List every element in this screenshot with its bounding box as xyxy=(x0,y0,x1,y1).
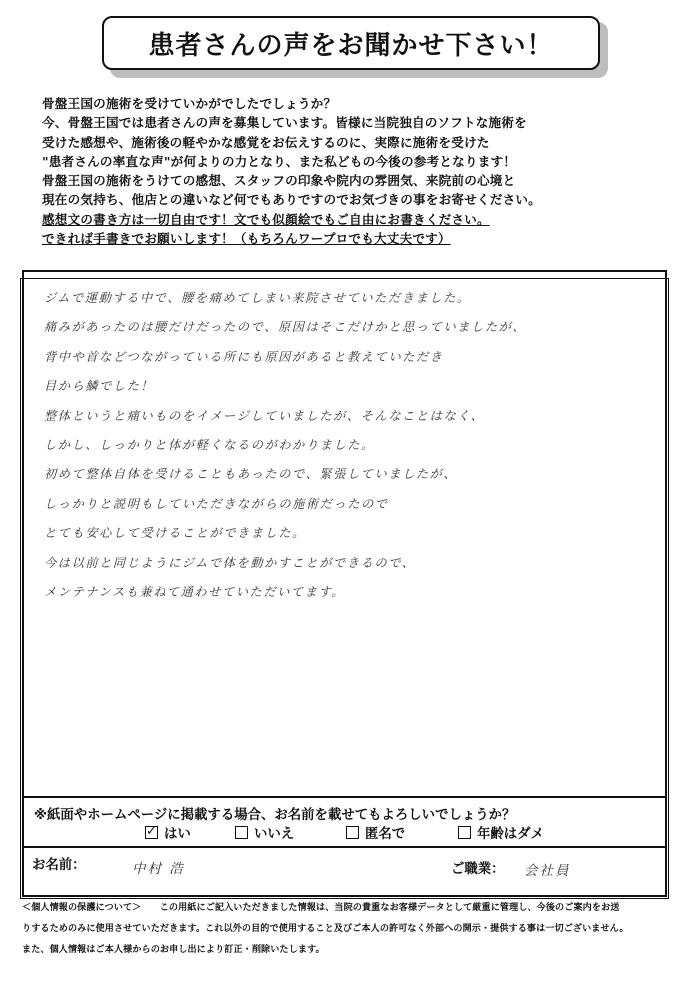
comment-line: 初めて整体自体を受けることもあったので、緊張していましたが、 xyxy=(44,467,458,482)
comment-line: しっかりと説明もしていただきながらの施術だったので xyxy=(44,496,389,511)
intro-line: "患者さんの率直な声"が何よりの力となり、また私どもの今後の参考となります！ xyxy=(42,153,517,169)
intro-line: 受けた感想や、施術後の軽やかな感覚をお伝えするのに、実際に施術を受けた xyxy=(42,134,490,150)
consent-divider xyxy=(22,796,667,798)
name-divider xyxy=(22,846,667,848)
intro-line: 骨盤王国の施術をうけての感想、スタッフの印象や院内の雰囲気、来院前の心境と xyxy=(42,173,516,189)
comment-line: とても安心して受けることができました。 xyxy=(44,526,306,541)
intro-line: できれば手書きでお願いします！（もちろんワープロでも大丈夫です） xyxy=(42,231,451,247)
checkbox[interactable] xyxy=(346,826,359,839)
comment-line: メンテナンスも兼ねて通わせていただいてます。 xyxy=(44,584,346,599)
comment-line: 整体というと痛いものをイメージしていましたが、そんなことはなく、 xyxy=(44,408,485,423)
page-title: 患者さんの声をお聞かせ下さい！ xyxy=(102,16,600,70)
comment-line: 背中や首などつながっている所にも原因があると教えていただき xyxy=(44,349,444,364)
comment-line: 今は以前と同じようにジムで体を動かすことができるので、 xyxy=(44,555,416,570)
consent-option-no-age[interactable] xyxy=(458,823,544,842)
option-label: はい xyxy=(164,827,191,842)
footer-line: ＜個人情報の保護について＞ この用紙にご記入いただきました情報は、当院の貴重なお客様データとして厳重に管理し、今後のご案内をお送 xyxy=(22,903,620,913)
footer-line: りするためのみに使用させていただきます。これ以外の目的で使用すること及びご本人の許可なく外部への開示・提供する事は一切ございません。 xyxy=(22,924,629,934)
intro-paragraph xyxy=(42,94,682,248)
comment-line: 痛みがあったのは腰だけだったので、原因はそこだけかと思っていましたが、 xyxy=(44,320,527,335)
consent-question: ※紙面やホームページに掲載する場合、お名前を載せてもよろしいでしょうか？ xyxy=(34,808,516,823)
checkbox[interactable] xyxy=(458,826,471,839)
name-label: お名前： xyxy=(32,858,86,873)
option-label: 年齢はダメ xyxy=(477,827,544,842)
occupation-label: ご職業： xyxy=(451,862,505,877)
handwritten-comments xyxy=(44,284,654,607)
intro-line: 今、骨盤王国では患者さんの声を募集しています。皆様に当院独自のソフトな施術を xyxy=(42,115,527,131)
option-label: いいえ xyxy=(254,827,295,842)
comment-line: ジムで運動する中で、腰を痛めてしまい来院させていただきました。 xyxy=(44,291,471,305)
intro-line: 現在の気持ち、他店との違いなど何でもありですのでお気づきの事をお寄せください。 xyxy=(42,192,541,208)
privacy-notice xyxy=(22,898,672,961)
intro-line: 骨盤王国の施術を受けていかがでしたでしょうか？ xyxy=(42,96,337,111)
comment-line: しかし、しっかりと体が軽くなるのがわかりました。 xyxy=(44,437,375,452)
option-label: 匿名で xyxy=(365,827,406,842)
consent-option-yes[interactable] xyxy=(145,823,191,842)
consent-option-no[interactable] xyxy=(235,823,294,842)
checkbox[interactable] xyxy=(235,826,248,839)
comment-line: 目から鱗でした！ xyxy=(44,379,155,394)
checkbox-checked[interactable]: ✓ xyxy=(146,824,157,839)
consent-option-anonymous[interactable] xyxy=(346,823,405,842)
footer-line: また、個人情報はご本人様からのお申し出により訂正・削除いたします。 xyxy=(22,945,325,955)
consent-options xyxy=(0,823,695,843)
name-value: 中村 浩 xyxy=(132,861,185,877)
intro-line: 感想文の書き方は一切自由です！文でも似顔絵でもご自由にお書きください。 xyxy=(42,211,490,227)
occupation-value: 会社員 xyxy=(524,863,571,879)
